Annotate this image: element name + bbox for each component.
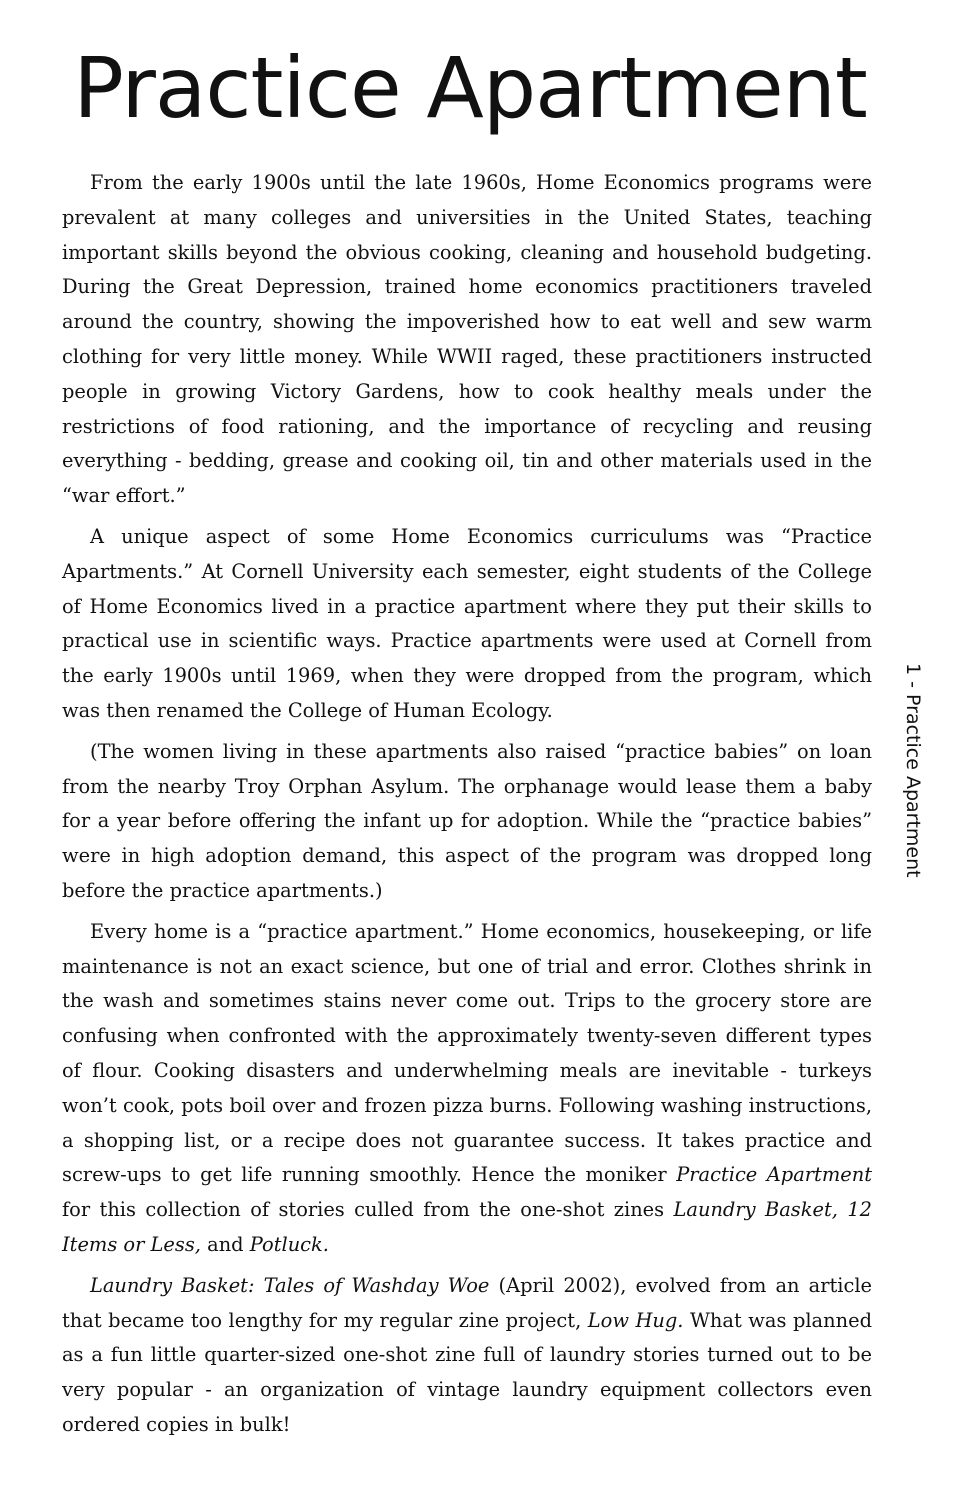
page-title: Practice Apartment xyxy=(73,39,867,137)
paragraph-4 xyxy=(62,915,872,1263)
zine-title-laundry-basket: Laundry Basket: Tales of Washday Woe xyxy=(90,1273,490,1297)
paragraph-1: From the early 1900s until the late 1960s, Home Economics programs were prevalent at many colleges and universities in the United States, teaching important skills beyond the obvious cooking, cleaning and household budgeting. During the Great Depression, trained home economics practitioners traveled around the country, showing the impoverished how to eat well and sew warm clothing for very little money. While WWII raged, these practitioners instructed people in growing Victory Gardens, how to cook healthy meals under the restrictions of food rationing, and the importance of recycling and reusing everything - bedding, grease and cooking oil, tin and other materials used in the “war effort.” xyxy=(62,171,872,508)
zine-titles: Laundry Basket, 12 Items or Less, xyxy=(62,1198,872,1256)
paragraph-4-text-1: Every home is a “practice apartment.” Home economics, housekeeping, or life maintenance is not an exact science, but one of trial and error. Clothes shrink in the wash and sometimes stains never come out. Trips to the grocery store are confusing when confronted with the approximately twenty-seven different types of flour. Cooking disasters and underwhelming meals are inevitable - turkeys won’t cook, pots boil over and frozen pizza burns. Following washing instructions, a shopping list, or a recipe does not guarantee success. It takes practice and screw-ups to get life running smoothly. Hence the moniker xyxy=(62,919,872,1187)
article-body xyxy=(62,166,872,1449)
paragraph-2: A unique aspect of some Home Economics curriculums was “Practice Apartments.” At Cornell University each semester, eight students of the College of Home Economics lived in a practice apartment where they put their skills to practical use in scientific ways. Practice apartments were used at Cornell from the early 1900s until 1969, when they were dropped from the program, which was then renamed the College of Human Ecology. xyxy=(62,524,872,722)
running-head: 1 - Practice Apartment xyxy=(902,663,924,878)
paragraph-4-text-3: and xyxy=(200,1232,250,1256)
paragraph-5-text-1: (April 2002), evolved from an article that became too lengthy for my regular zine project, xyxy=(62,1273,872,1332)
zine-title-potluck: Potluck. xyxy=(249,1232,329,1256)
book-title-practice-apartment: Practice Apartment xyxy=(676,1163,872,1187)
paragraph-5-text-2: What was planned as a fun little quarter-sized one-shot zine full of laundry stories turned out to be very popular - an organization of vintage laundry equipment collectors even ordered copies in bulk! xyxy=(62,1308,872,1436)
paragraph-3: (The women living in these apartments also raised “practice babies” on loan from the nearby Troy Orphan Asylum. The orphanage would lease them a baby for a year before offering the infant up for adoption. While the “practice babies” were in high adoption demand, this aspect of the program was dropped long before the practice apartments.) xyxy=(62,739,872,902)
paragraph-5 xyxy=(62,1269,872,1443)
paragraph-4-text-2: for this collection of stories culled from the one-shot zines xyxy=(62,1198,674,1222)
zine-title-low-hug: Low Hug. xyxy=(587,1308,684,1332)
